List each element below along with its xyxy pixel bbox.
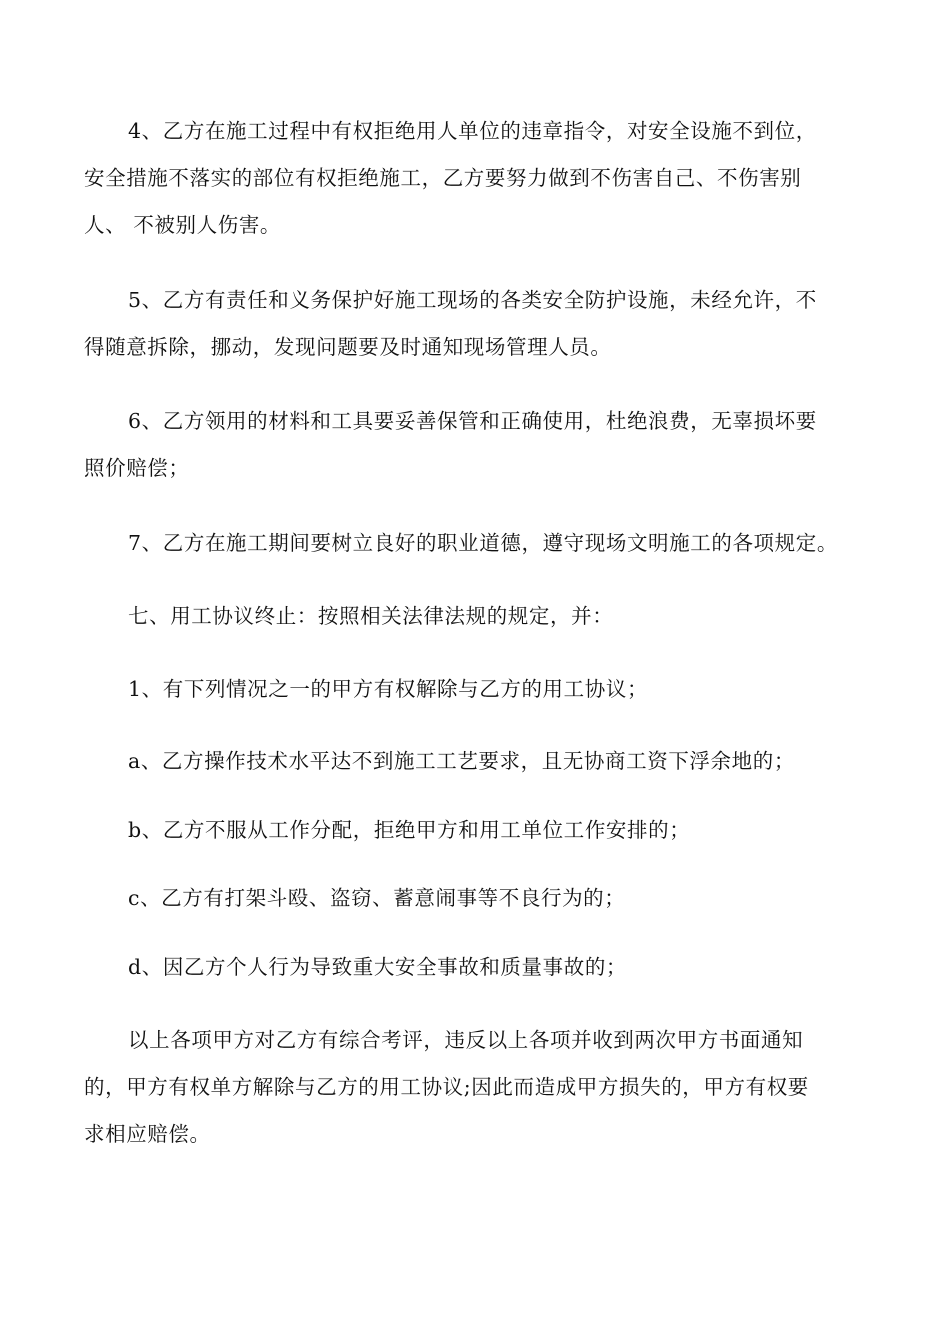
paragraph-item-7 <box>84 520 864 567</box>
paragraph-item-6 <box>84 398 864 492</box>
paragraph-item-5 <box>84 277 864 371</box>
paragraph-line: c、乙方有打架斗殴、盗窃、蓄意闹事等不良行为的； <box>128 886 626 910</box>
paragraph-line: 7、乙方在施工期间要树立良好的职业道德，遵守现场文明施工的各项规定。 <box>128 531 838 555</box>
paragraph-line: d、因乙方个人行为导致重大安全事故和质量事故的； <box>128 955 628 979</box>
paragraph-line: 照价赔偿； <box>84 456 190 480</box>
paragraph-item-1 <box>84 666 864 713</box>
paragraph-item-d <box>84 944 864 991</box>
paragraph-line: 5、乙方有责任和义务保护好施工现场的各类安全防护设施，未经允许，不 <box>128 288 817 312</box>
paragraph-line: 6、乙方领用的材料和工具要妥善保管和正确使用，杜绝浪费，无辜损坏要 <box>128 409 817 433</box>
paragraph-line: 安全措施不落实的部位有权拒绝施工，乙方要努力做到不伤害自己、不伤害别 <box>84 166 802 190</box>
paragraph-line: 1、有下列情况之一的甲方有权解除与乙方的用工协议； <box>128 677 649 701</box>
paragraph-line: 4、乙方在施工过程中有权拒绝用人单位的违章指令，对安全设施不到位， <box>128 119 817 143</box>
paragraph-item-4 <box>84 108 864 249</box>
paragraph-summary <box>84 1017 864 1158</box>
paragraph-item-a <box>84 738 864 785</box>
paragraph-line: b、乙方不服从工作分配，拒绝甲方和用工单位工作安排的； <box>128 818 691 842</box>
paragraph-item-b <box>84 807 864 854</box>
paragraph-line: 得随意拆除，挪动，发现问题要及时通知现场管理人员。 <box>84 335 612 359</box>
paragraph-line: 人、 不被别人伤害。 <box>84 213 282 237</box>
paragraph-item-c <box>84 875 864 922</box>
paragraph-line: 七、用工协议终止：按照相关法律法规的规定，并： <box>128 604 614 628</box>
paragraph-line: a、乙方操作技术水平达不到施工工艺要求，且无协商工资下浮余地的； <box>128 749 795 773</box>
section-heading-7 <box>84 593 864 640</box>
paragraph-line: 的，甲方有权单方解除与乙方的用工协议;因此而造成甲方损失的，甲方有权要 <box>84 1075 809 1099</box>
paragraph-line: 求相应赔偿。 <box>84 1122 211 1146</box>
paragraph-line: 以上各项甲方对乙方有综合考评，违反以上各项并收到两次甲方书面通知 <box>128 1028 804 1052</box>
